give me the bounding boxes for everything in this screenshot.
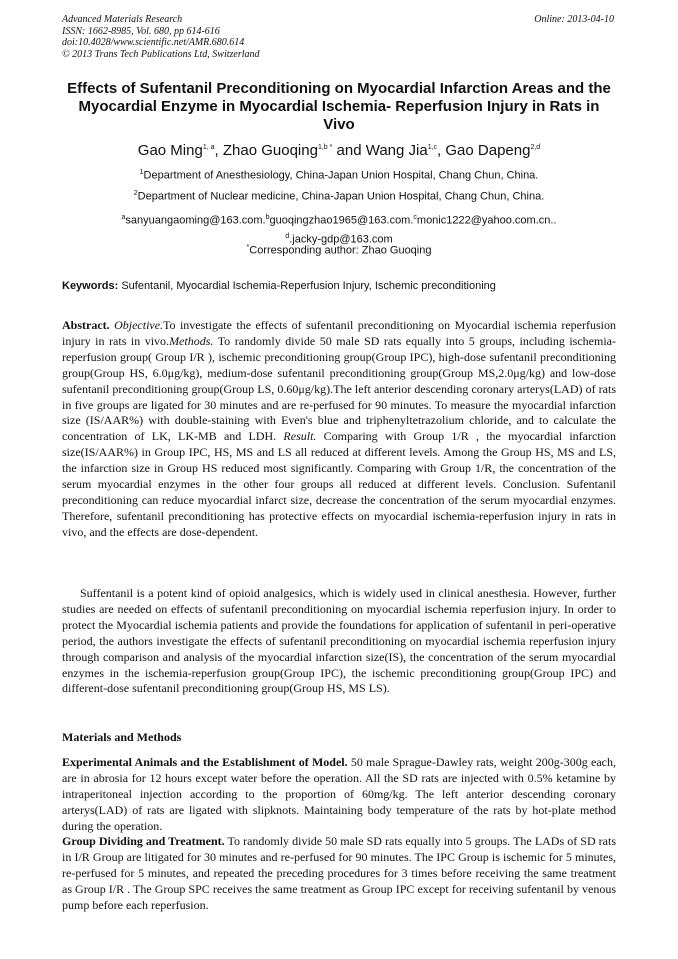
keywords — [62, 280, 616, 292]
paper-title: Effects of Sufentanil Preconditioning on Myocardial Infarction Areas and the Myocardial Enzyme in Myocardial Ischemia- Reperfusion Injury in Rats in Vivo — [67, 80, 611, 133]
email-b: guoqingzhao1965@163.com. — [269, 214, 414, 227]
section-heading: Materials and Methods — [62, 730, 182, 744]
affiliation-2: $^2$Department of Nuclear medicine, China-Japan Union Hospital, Chang Chun, China. — [133, 190, 545, 203]
keywords-label: Keywords: — [62, 280, 119, 292]
author-name: Gao Dapeng — [445, 142, 531, 159]
email-list: $^a$sanyuangaoming@163.com.$^b$guoqingzhao1965@163.com.$^c$monic1222@yahoo.com.cn.. $^d$.jacky-gdp@163.com — [121, 214, 557, 246]
author-sup: 1,c — [427, 144, 438, 151]
group-dividing-paragraph: Group Dividing and Treatment. To randomly divide 50 male SD rats equally into 5 groups. The LADs of SD rats in I/R Group are litigated for 30 minutes and re-perfused for 90 minutes. The IPC Group is ischemic for 5 minutes, re-perfused for 5 minutes, and repeated the preceding procedures for 3 times before receiving the same treatment as Group I/R . The Group SPC receives the same treatment as Group IPC except for receiving sufentanil by venous pump before each reperfusion. — [62, 834, 616, 912]
email-a: sanyuangaoming@163.com. — [125, 214, 266, 227]
introduction-paragraph: Suffentanil is a potent kind of opioid analgesics, which is widely used in clinical anesthesia. However, further studies are needed on effects of sufentanil preconditioning on myocardial ischemia reperfusion injury. In order to protect the Myocardial ischemia patients and provide the foundations for application of sufentanil in peri-operative period, the authors investigate the effects of sufentanil preconditioning on myocardial ischemia reperfusion injury through comparison and analysis of the myocardial infarction size(IS), the concentration of the serum myocardial enzymes in the ischemia-reperfusion group(Group IPC), the ischemic preconditioning group(Group IPC) and different-dose sufentanil preconditioning group(Group HS, MS LS). — [62, 586, 616, 696]
author-list: Gao Ming$^{1, a}$, Zhao Guoqing$^{1,b *}$ and Wang Jia$^{1,c}$, Gao Dapeng$^{2,d}$ — [137, 142, 541, 159]
author-name: Gao Ming — [137, 142, 203, 159]
abstract: Abstract. Objective.To investigate the effects of sufentanil preconditioning on Myocardial ischemia reperfusion injury in rats in vivo.Methods. To randomly divide 50 male SD rats equally into 5 groups, including ischemia-reperfusion group( Group I/R ), ischemic preconditioning group(Group IPC), high-dose sufentanil preconditioning group(Group HS, 6.0μg/kg), medium-dose sufentanil preconditioning group(Group MS,2.0μg/kg) and low-dose sufentanil preconditioning group(Group LS, 0.60μg/kg).The left anterior descending coronary arterys(LAD) of rats in five groups are ligated for 30 minutes and are re-perfused for 90 minutes. To measure the myocardial infarction size (IS/AAR%) with double-staining with Even's blue and triphenyltetrazolium chloride, and to calculate the concentration of LK, LK-MB and LDH. Result. Comparing with Group 1/R , the myocardial infarction size(IS/AAR%) in Group IPC, HS, MS and LS all reduced at different levels. Among the Group HS, MS and LS, the infarction size in Group HS reduced most significantly. Comparing with Group 1/R, the concentration of the serum myocardial enzymes in the other four groups all reduced at different levels. Conclusion. Sufentanil preconditioning can reduce myocardial infarct size, decrease the concentration of the serum myocardial enzymes. Therefore, sufentanil preconditioning has protective effects on myocardial ischemia-reperfusion injury in rats in vivo, and the effects are dose-dependent. — [62, 318, 616, 539]
online-date: Online: 2013-04-10 — [534, 14, 614, 25]
copyright-line: © 2013 Trans Tech Publications Ltd, Switzerland — [62, 48, 260, 60]
abstract-label: Abstract. — [62, 318, 110, 332]
keywords-text: Sufentanil, Myocardial Ischemia-Reperfusion Injury, Ischemic preconditioning — [121, 280, 496, 292]
author-sup: 1, a — [202, 144, 215, 151]
journal-name: Advanced Materials Research — [62, 14, 183, 25]
email-c: monic1222@yahoo.com.cn.. — [416, 214, 557, 227]
author-sup: 2,d — [530, 144, 541, 151]
author-sup: 1,b * — [317, 144, 333, 151]
affiliation-1: $^1$Department of Anesthesiology, China-Japan Union Hospital, Chang Chun, China. — [139, 169, 539, 182]
doi-line: doi:10.4028/www.scientific.net/AMR.680.614 — [62, 37, 245, 49]
experimental-animals-paragraph: Experimental Animals and the Establishment of Model. 50 male Sprague-Dawley rats, weight 200g-300g each, are in abrosia for 12 hours except water before the operation. All the SD rats are injected with 0.5% ketamine by intraperitoneal injection according to the proportion of 60mg/kg. The left anterior descending coronary arterys(LAD) of rats are ligated with slipknots. Maintaining body temperature of the rats by hot-plate method during the operation. — [62, 755, 616, 833]
author-name: Wang Jia — [365, 142, 428, 159]
author-name: Zhao Guoqing — [222, 142, 318, 159]
issn-line: ISSN: 1662-8985, Vol. 680, pp 614-616 — [62, 25, 220, 37]
email-d: .jacky-gdp@163.com — [289, 233, 393, 246]
journal-header — [62, 14, 260, 60]
corresponding-author: *Corresponding author: Zhao Guoqing — [246, 244, 432, 257]
